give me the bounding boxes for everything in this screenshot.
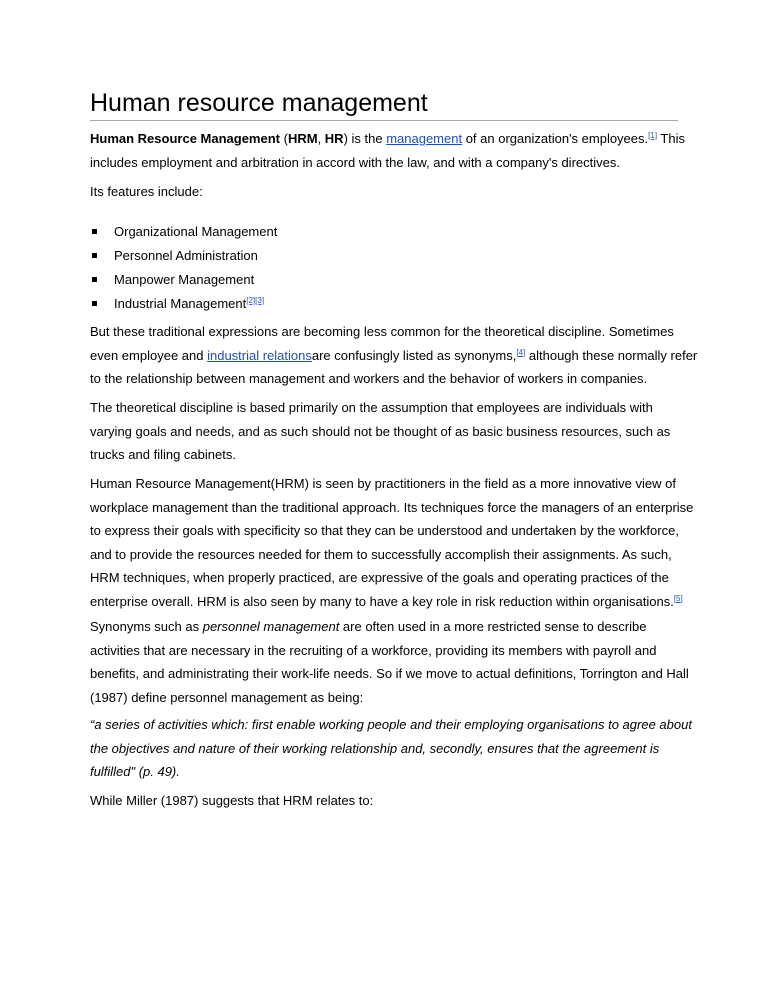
intro-line-2: includes employment and arbitration in accord with the law, and with a company's directives. (90, 154, 620, 170)
document-page: Human resource management Human Resource Management (HRM, HR) is the management of an organization's employees.[1] This includes employment and arbitration in accord with the law, and with a company's directives. Its features include: Organizational Management Personnel Administration Manpower Management Industrial Management[2][3] But these traditional expressions are becoming less common for the theoretical discipline. Sometimes even employee and industrial relationsare confusingly listed as synonyms,[4] although these normally refer to the relationship between management and workers and the behavior of workers in companies. The theoretical discipline is based primarily on the assumption that employees are individuals with varying goals and needs, and as such should not be thought of as basic business resources, such as trucks and filing cabinets. Human Resource Management(HRM) is seen by practitioners in the field as a more innovative view of workplace management than the traditional approach. Its techniques force the managers of an enterprise to express their goals with specificity so that they can be understood and undertaken by the workforce, and to provide the resources needed for them to successfully accomplish their assignments. As such, HRM techniques, when properly practiced, are expressive of the goals and operating practices of the enterprise overall. HRM is also seen by many to have a key role in risk reduction within organisations.[5] Synonyms such as personnel management are often used in a more restricted sense to describe activities that are necessary in the recruiting of a workforce, providing its members with payroll and benefits, and administrating their work-life needs. So if we move to actual definitions, Torrington and Hall (1987) define personnel management as being: “a series of activities which: first enable working people and their employing organisations to agree about the objectives and nature of their working relationship and, secondly, ensures that the agreement is fulfilled" (p. 49). While Miller (1987) suggests that HRM relates to: (0, 0, 768, 994)
personnel-management-term: personnel management (202, 619, 340, 634)
synonyms-paragraph: Synonyms such as personnel management are often used in a more restricted sense to describe activities that are necessary in the recruiting of a workforce, providing its members with payroll and benefits, and administrating their work-life needs. So if we move to actual definitions, Torrington and Hall (1987) define personnel management as being: (90, 619, 689, 705)
traditional-paragraph: But these traditional expressions are becoming less common for the theoretical discipline. Sometimes even employee and industrial relationsare confusingly listed as synonyms,[4] although these normally refer to the relationship between management and workers and the behavior of workers in companies. (90, 324, 698, 386)
miller-paragraph: While Miller (1987) suggests that HRM relates to: (90, 793, 374, 808)
ref-1-link[interactable]: [1] (648, 131, 658, 140)
bullet-marker-icon (92, 301, 97, 306)
bullet-marker-icon (92, 229, 97, 234)
ref-4-link[interactable]: [4] (516, 347, 526, 357)
theoretical-paragraph: The theoretical discipline is based primarily on the assumption that employees are individuals with varying goals and needs, and as such should not be thought of as basic business resources, such as trucks and filing cabinets. (90, 400, 671, 462)
abbr-hr: HR (324, 131, 344, 146)
intro-line-1: Human Resource Management (HRM, HR) is the management of an organization's employees.[1] This (90, 131, 685, 146)
term-full: Human Resource Management (90, 131, 280, 146)
bullet-marker-icon (92, 277, 97, 282)
ref-2-link[interactable]: [2] (246, 296, 256, 305)
ref-3-link[interactable]: [3] (255, 296, 265, 305)
intro-paragraph (90, 127, 685, 174)
management-link[interactable]: management (386, 131, 463, 146)
features-intro: Its features include: (90, 184, 203, 199)
industrial-relations-link[interactable]: industrial relations (207, 347, 312, 363)
hrm-paragraph: Human Resource Management(HRM) is seen by practitioners in the field as a more innovative view of workplace management than the traditional approach. Its techniques force the managers of an enterprise to express their goals with specificity so that they can be understood and undertaken by the workforce, and to provide the resources needed for them to successfully accomplish their assignments. As such, HRM techniques, when properly practiced, are expressive of the goals and operating practices of the enterprise overall. HRM is also seen by many to have a key role in risk reduction within organisations.[5] (90, 476, 694, 609)
page-title: Human resource management (90, 88, 678, 121)
bullet-marker-icon (92, 253, 97, 258)
ref-5-link[interactable]: [5] (673, 593, 683, 603)
abbr-hrm: HRM (287, 131, 318, 146)
definition-quote: “a series of activities which: first enable working people and their employing organisations to agree about the objectives and nature of their working relationship and, secondly, ensures that the agreement is fulfilled" (p. 49). (90, 717, 692, 779)
